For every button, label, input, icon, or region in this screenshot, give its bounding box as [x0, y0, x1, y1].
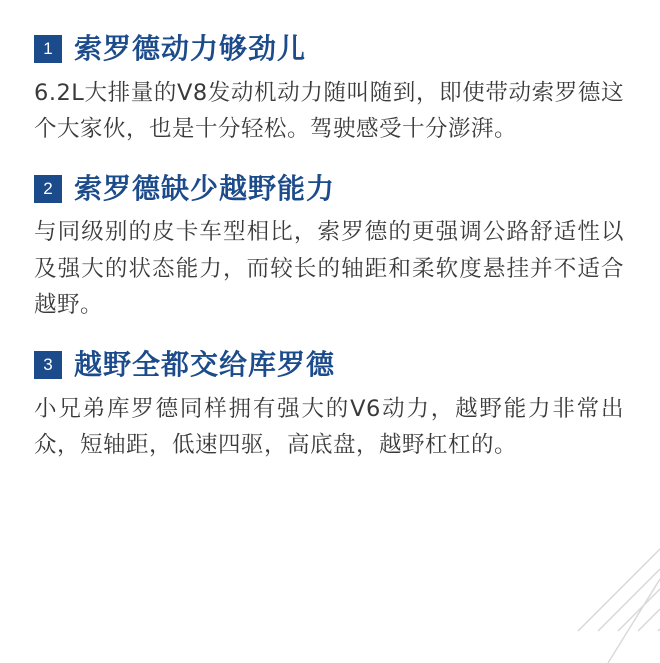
section-2 — [34, 171, 626, 324]
section-1-number-badge: 1 — [34, 35, 62, 63]
section-3 — [34, 347, 626, 464]
section-2-body: 与同级别的皮卡车型相比，索罗德的更强调公路舒适性以及强大的状态能力，而较长的轴距和柔软度悬挂并不适合越野。 — [34, 219, 624, 319]
section-1-body: 6.2L大排量的V8发动机动力随叫随到，即使带动索罗德这个大家伙，也是十分轻松。驾驶感受十分澎湃。 — [34, 79, 624, 143]
section-3-number-badge: 3 — [34, 351, 62, 379]
section-1-header — [34, 34, 626, 65]
section-1-title: 索罗德动力够劲儿 — [74, 32, 307, 65]
corner-hatch-decoration — [564, 535, 660, 663]
section-3-body: 小兄弟库罗德同样拥有强大的V6动力，越野能力非常出众，短轴距，低速四驱，高底盘，越野杠杠的。 — [34, 395, 624, 459]
section-3-header — [34, 347, 626, 381]
section-2-number-badge: 2 — [34, 175, 62, 203]
section-3-title: 越野全都交给库罗德 — [74, 347, 336, 381]
section-1 — [34, 34, 626, 148]
section-2-header — [34, 171, 626, 205]
section-2-title: 索罗德缺少越野能力 — [74, 171, 336, 205]
